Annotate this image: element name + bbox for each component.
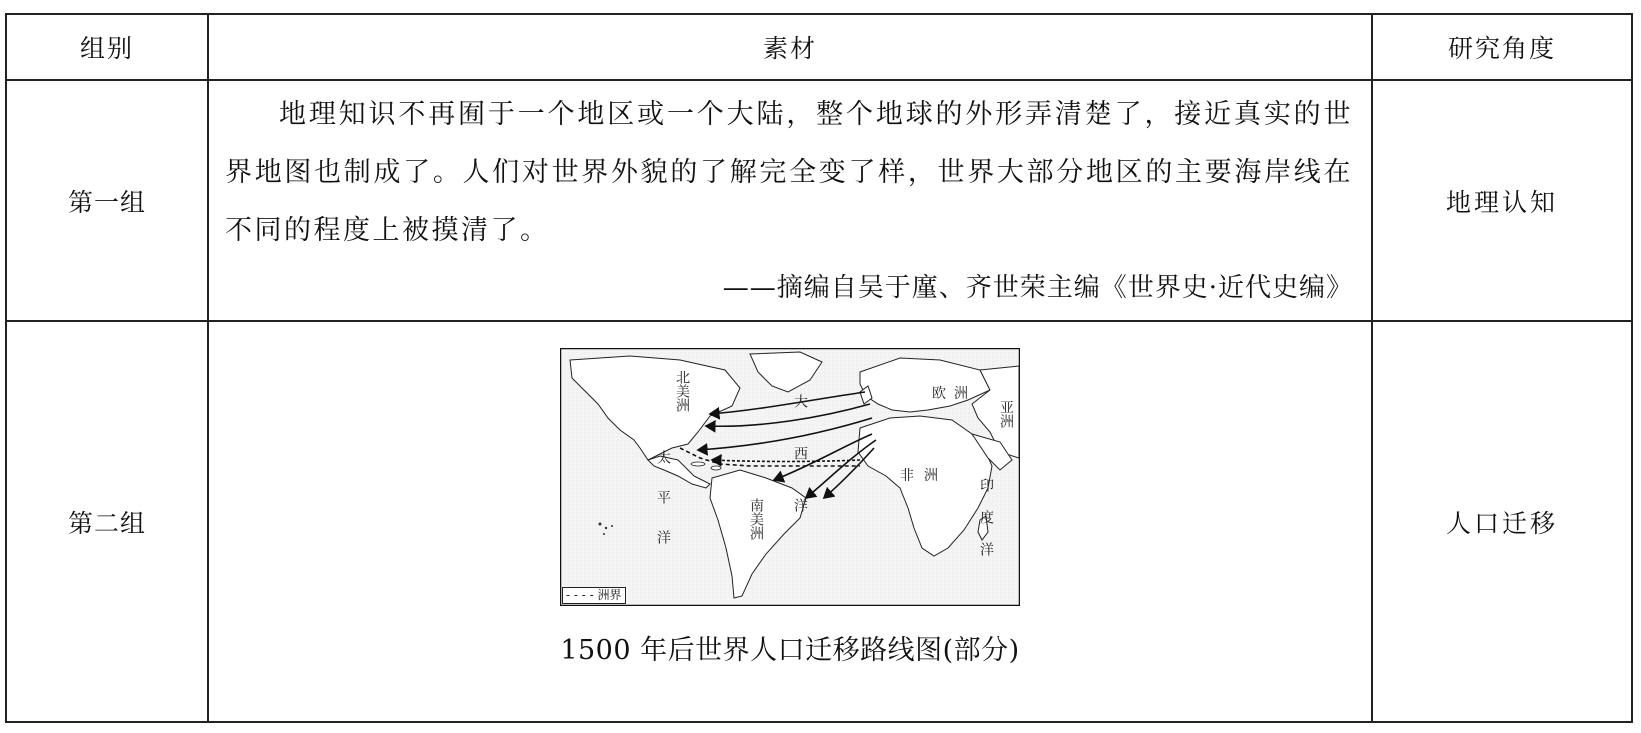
label-atlantic: 大西洋 — [792, 394, 808, 550]
material-table — [5, 13, 1633, 723]
header-group: 组别 — [6, 14, 208, 80]
migration-map — [560, 348, 1020, 606]
material-paragraph: 地理知识不再囿于一个地区或一个大陆，整个地球的外形弄清楚了，接近真实的世界地图也制成了。人们对世界外貌的了解完全变了样，世界大部分地区的主要海岸线在不同的程度上被摸清了。 — [225, 98, 1353, 246]
label-north-america: 北美洲 — [674, 370, 690, 412]
caribbean-island — [691, 462, 705, 466]
material-source: ——摘编自吴于廑、齐世荣主编《世界史·近代史编》 — [722, 272, 1353, 303]
row-group-1 — [6, 80, 1632, 321]
group-1-material — [208, 80, 1372, 321]
pacific-island — [611, 525, 613, 527]
group-2-material — [208, 321, 1372, 722]
header-material: 素材 — [208, 14, 1372, 80]
group-1-label: 第一组 — [6, 80, 208, 321]
legend-label: 洲界 — [597, 588, 622, 602]
header-angle: 研究角度 — [1372, 14, 1632, 80]
pacific-island — [599, 523, 602, 526]
group-2-angle: 人口迁移 — [1372, 321, 1632, 722]
label-indian: 印度洋 — [978, 478, 994, 574]
label-pacific: 太平洋 — [655, 450, 671, 570]
map-legend: - - - - 洲界 — [562, 587, 626, 604]
pacific-island — [603, 533, 605, 535]
group-2-label: 第二组 — [6, 321, 208, 722]
group-1-angle: 地理认知 — [1372, 80, 1632, 321]
row-group-2 — [6, 321, 1632, 722]
pacific-island — [605, 527, 607, 529]
label-europe: 欧洲 — [932, 386, 976, 402]
map-caption: 1500 年后世界人口迁移路线图(部分) — [560, 635, 1020, 666]
label-asia: 亚洲 — [998, 400, 1014, 428]
caribbean-island — [711, 466, 721, 470]
label-africa: 非洲 — [900, 468, 948, 484]
label-south-america: 南美洲 — [748, 498, 764, 540]
header-row — [6, 14, 1632, 80]
